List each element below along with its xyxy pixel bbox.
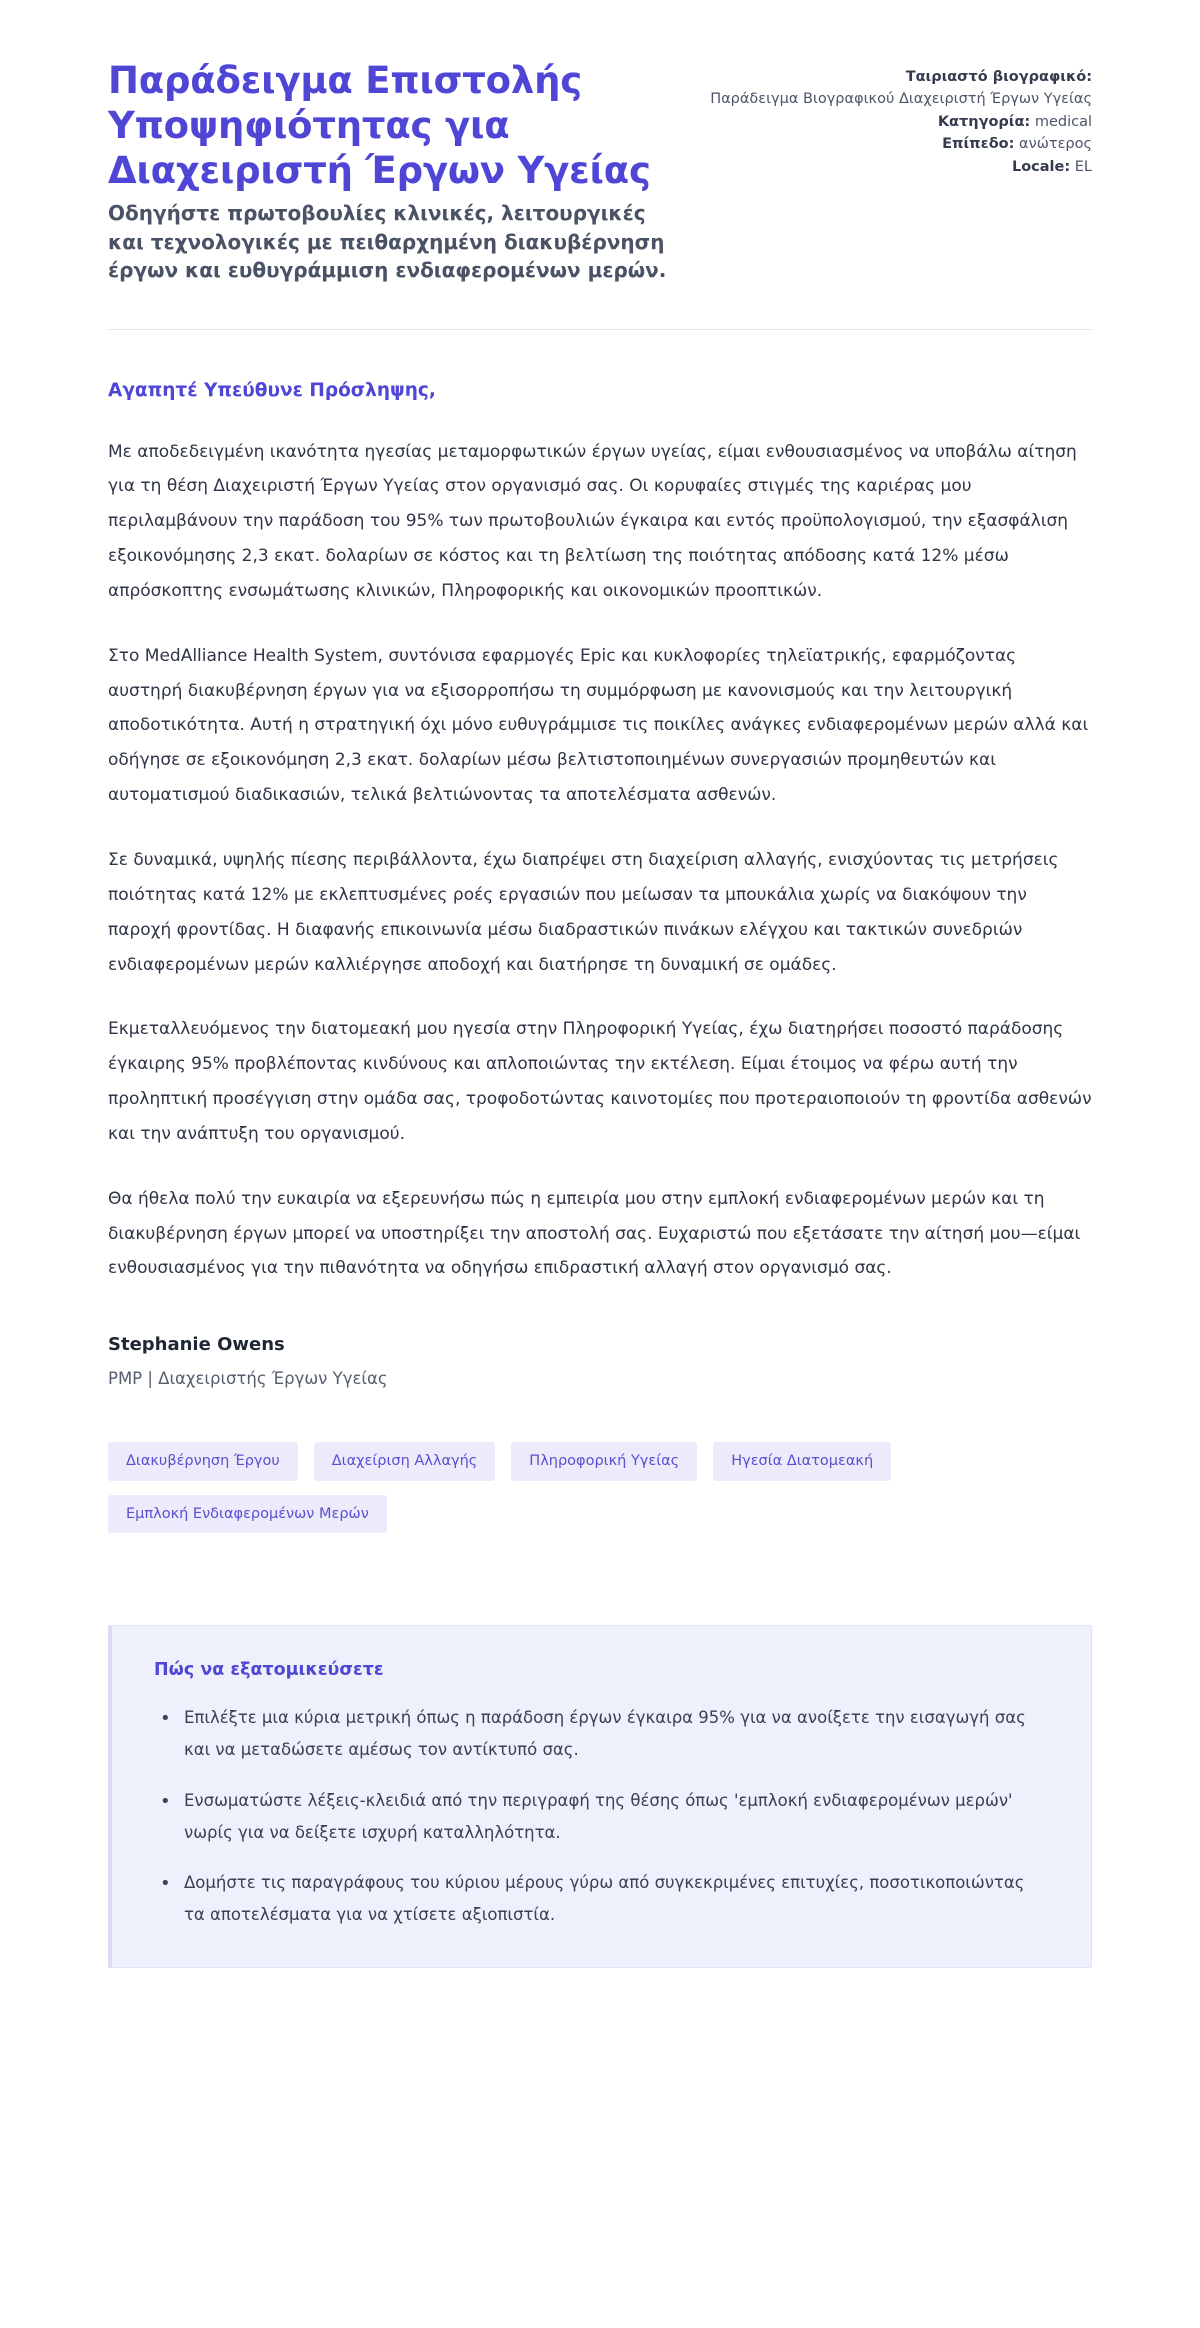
page-subtitle: Οδηγήστε πρωτοβουλίες κλινικές, λειτουργικές και τεχνολογικές με πειθαρχημένη διακυβέρνηση έργων και ευθυγράμμιση ενδιαφερομένων μερών. [108,201,667,283]
meta-level-value: ανώτερος [1019,136,1092,153]
document-header [0,0,1200,285]
meta-locale-label: Locale: [1011,158,1071,175]
tag-chip[interactable]: Διαχείριση Αλλαγής [314,1442,496,1481]
tag-chip[interactable]: Εμπλοκή Ενδιαφερομένων Μερών [108,1495,387,1534]
list-item: • Δομήστε τις παραγράφους του κύριου μέρους γύρω από συγκεκριμένες επιτυχίες, ποσοτικοποιώντας τα αποτελέσματα για να χτίσετε αξιοπιστία. [180,1867,1049,1931]
tag-chip[interactable]: Πληροφορική Υγείας [511,1442,697,1481]
meta-category-label: Κατηγορία: [937,113,1031,130]
letter-paragraph: Σε δυναμικά, υψηλής πίεσης περιβάλλοντα, έχω διαπρέψει στη διαχείριση αλλαγής, ενισχύοντας τις μετρήσεις ποιότητας κατά 12% με εκλεπτυσμένες ροές εργασιών που μείωσαν τα μπουκάλια χωρίς να διακόψουν την παροχή φροντίδας. Η διαφανής επικοινωνία μέσω διαδραστικών πινάκων ελέγχου και τακτικών συνεδριών ενδιαφερομένων μερών καλλιέργησε αποδοχή και διατήρησε τη δυναμική σε ομάδες. [108,849,1059,975]
meta-level-label: Επίπεδο: [942,136,1015,153]
meta-matching-resume-value: Παράδειγμα Βιογραφικού Διαχειριστή Έργων Υγείας [710,91,1092,108]
letter-paragraph: Στο MedAlliance Health System, συντόνισα εφαρμογές Epic και κυκλοφορίες τηλεϊατρικής, εφαρμόζοντας αυστηρή διακυβέρνηση έργων για να εξισορροπήσω τη συμμόρφωση με κανονισμούς και την λειτουργική αποδοτικότητα. Αυτή η στρατηγική όχι μόνο ευθυγράμμισε τις ποικίλες ανάγκες ενδιαφερομένων μερών αλλά και οδήγησε σε εξοικονόμηση 2,3 εκατ. δολαρίων μέσω βελτιστοποιημένων συνεργασιών προμηθευτών και αυτοματισμού διαδικασιών, τελικά βελτιώνοντας τα αποτελέσματα ασθενών. [108,645,1089,806]
list-item: • Ενσωματώστε λέξεις-κλειδιά από την περιγραφή της θέσης όπως 'εμπλοκή ενδιαφερομένων μερών' νωρίς για να δείξετε ισχυρή καταλληλότητα. [180,1785,1049,1849]
page-title: Παράδειγμα Επιστολής Υποψηφιότητας για Διαχειριστή Έργων Υγείας [108,59,651,193]
meta-category-value: medical [1034,113,1092,130]
meta-locale-value: EL [1074,158,1092,175]
customization-callout [108,1625,1092,1968]
signature-role: PMP | Διαχειριστής Έργων Υγείας [108,1369,388,1389]
callout-list [154,1702,1049,1931]
letter-paragraph: Εκμεταλλευόμενος την διατομεακή μου ηγεσία στην Πληροφορική Υγείας, έχω διατηρήσει ποσοστό παράδοσης έγκαιρης 95% προβλέποντας κινδύνους και απλοποιώντας την εκτέλεση. Είμαι έτοιμος να φέρω αυτή την προληπτική προσέγγιση στην ομάδα σας, τροφοδοτώντας καινοτομίες που προτεραιοποιούν τη φροντίδα ασθενών και την ανάπτυξη του οργανισμού. [108,1019,1092,1144]
callout-title: Πώς να εξατομικεύσετε [154,1660,384,1681]
list-item: • Επιλέξτε μια κύρια μετρική όπως η παράδοση έργων έγκαιρα 95% για να ανοίξετε την εισαγωγή σας και να μεταδώσετε αμέσως τον αντίκτυπό σας. [180,1702,1049,1766]
meta-level [710,133,1092,155]
letter-body [0,330,1200,1287]
tag-list [0,1388,1100,1533]
letter-salutation: Αγαπητέ Υπεύθυνε Πρόσληψης, [108,379,436,401]
meta-matching-resume [710,66,1092,111]
document-metadata [710,58,1092,178]
meta-locale [710,156,1092,178]
signature-block [0,1286,1200,1388]
letter-paragraph: Θα ήθελα πολύ την ευκαιρία να εξερευνήσω πώς η εμπειρία μου στην εμπλοκή ενδιαφερομένων μερών και τη διακυβέρνηση έργων μπορεί να υποστηρίξει την αποστολή σας. Ευχαριστώ που εξετάσατε την αίτησή μου—είμαι ενθουσιασμένος για την πιθανότητα να οδηγήσω επιδραστική αλλαγή στον οργανισμό σας. [108,1188,1081,1279]
header-title-block [108,58,670,285]
bottom-spacer [0,1968,1200,2038]
tag-chip[interactable]: Ηγεσία Διατομεακή [713,1442,891,1481]
meta-category [710,111,1092,133]
signature-name: Stephanie Owens [108,1334,285,1356]
tag-chip[interactable]: Διακυβέρνηση Έργου [108,1442,298,1481]
letter-paragraph: Με αποδεδειγμένη ικανότητα ηγεσίας μεταμορφωτικών έργων υγείας, είμαι ενθουσιασμένος να υποβάλω αίτηση για τη θέση Διαχειριστή Έργων Υγείας στον οργανισμό σας. Οι κορυφαίες στιγμές της καριέρας μου περιλαμβάνουν την παράδοση του 95% των πρωτοβουλιών έγκαιρα και εντός προϋπολογισμού, την εξασφάλιση εξοικονόμησης 2,3 εκατ. δολαρίων σε κόστος και τη βελτίωση της ποιότητας απόδοσης κατά 12% μέσω απρόσκοπτης ενσωμάτωσης κλινικών, Πληροφορικής και οικονομικών προοπτικών. [108,441,1077,601]
meta-matching-resume-label: Ταιριαστό βιογραφικό: [905,69,1092,85]
